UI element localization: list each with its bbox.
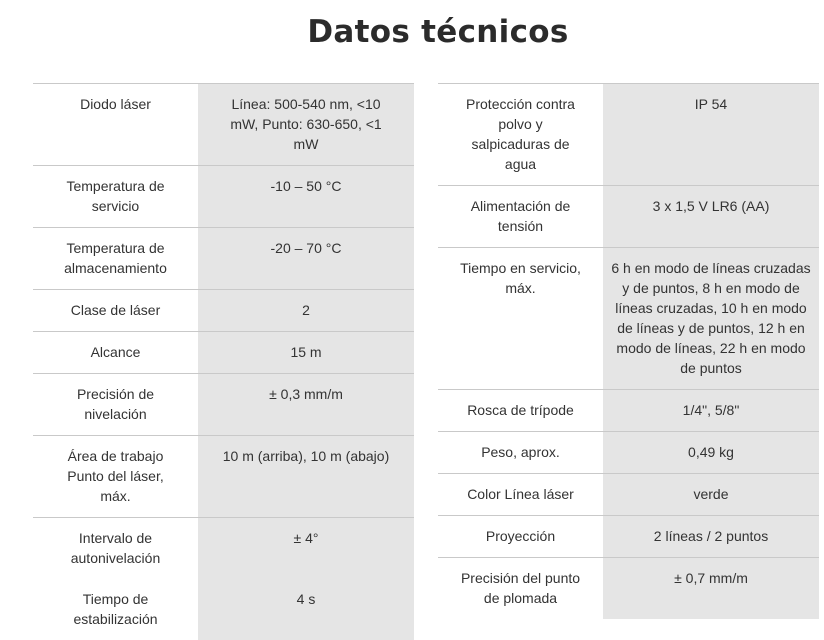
table-row	[33, 436, 414, 518]
table-row	[33, 374, 414, 436]
spec-label: Rosca de trípode	[438, 390, 603, 432]
spec-value: verde	[603, 474, 819, 516]
spec-value: Línea: 500-540 nm, <10 mW, Punto: 630-650, <1 mW	[198, 84, 414, 166]
spec-value: 15 m	[198, 332, 414, 374]
spec-label: Intervalo de autonivelación	[33, 518, 198, 580]
spec-value: 0,49 kg	[603, 432, 819, 474]
spec-value: ± 4°	[198, 518, 414, 580]
spec-value: ± 0,3 mm/m	[198, 374, 414, 436]
spec-table-left	[33, 83, 414, 640]
table-row	[438, 390, 819, 432]
spec-label: Alimentación de tensión	[438, 186, 603, 248]
spec-label: Peso, aprox.	[438, 432, 603, 474]
table-row	[33, 228, 414, 290]
table-row	[33, 332, 414, 374]
spec-label: Temperatura de servicio	[33, 166, 198, 228]
page-title: Datos técnicos	[307, 14, 569, 50]
spec-label: Protección contra polvo y salpicaduras de agua	[438, 84, 603, 186]
spec-label: Color Línea láser	[438, 474, 603, 516]
table-row	[33, 84, 414, 166]
table-row	[438, 474, 819, 516]
table-row	[438, 248, 819, 390]
spec-value: 1/4", 5/8"	[603, 390, 819, 432]
table-row	[438, 558, 819, 620]
spec-value: 2 líneas / 2 puntos	[603, 516, 819, 558]
table-row	[33, 518, 414, 580]
table-row	[438, 186, 819, 248]
table-row	[33, 166, 414, 228]
spec-label: Tiempo de estabilización	[33, 579, 198, 640]
spec-value: 3 x 1,5 V LR6 (AA)	[603, 186, 819, 248]
spec-label: Diodo láser	[33, 84, 198, 166]
spec-label: Área de trabajo Punto del láser, máx.	[33, 436, 198, 518]
spec-label: Tiempo en servicio, máx.	[438, 248, 603, 390]
spec-value: ± 0,7 mm/m	[603, 558, 819, 620]
spec-label: Precisión del punto de plomada	[438, 558, 603, 620]
table-row	[438, 84, 819, 186]
spec-label: Alcance	[33, 332, 198, 374]
spec-value: -10 – 50 °C	[198, 166, 414, 228]
spec-value: 10 m (arriba), 10 m (abajo)	[198, 436, 414, 518]
table-row	[438, 516, 819, 558]
spec-value: 4 s	[198, 579, 414, 640]
spec-label: Clase de láser	[33, 290, 198, 332]
table-row	[438, 432, 819, 474]
spec-value: 2	[198, 290, 414, 332]
spec-value: IP 54	[603, 84, 819, 186]
table-row	[33, 579, 414, 640]
spec-label: Precisión de nivelación	[33, 374, 198, 436]
spec-label: Temperatura de almacenamiento	[33, 228, 198, 290]
spec-table-right	[438, 83, 819, 619]
spec-value: 6 h en modo de líneas cruzadas y de puntos, 8 h en modo de líneas cruzadas, 10 h en modo de líneas y de puntos, 12 h en modo de líneas, 22 h en modo de puntos	[603, 248, 819, 390]
table-row	[33, 290, 414, 332]
spec-value: -20 – 70 °C	[198, 228, 414, 290]
spec-label: Proyección	[438, 516, 603, 558]
